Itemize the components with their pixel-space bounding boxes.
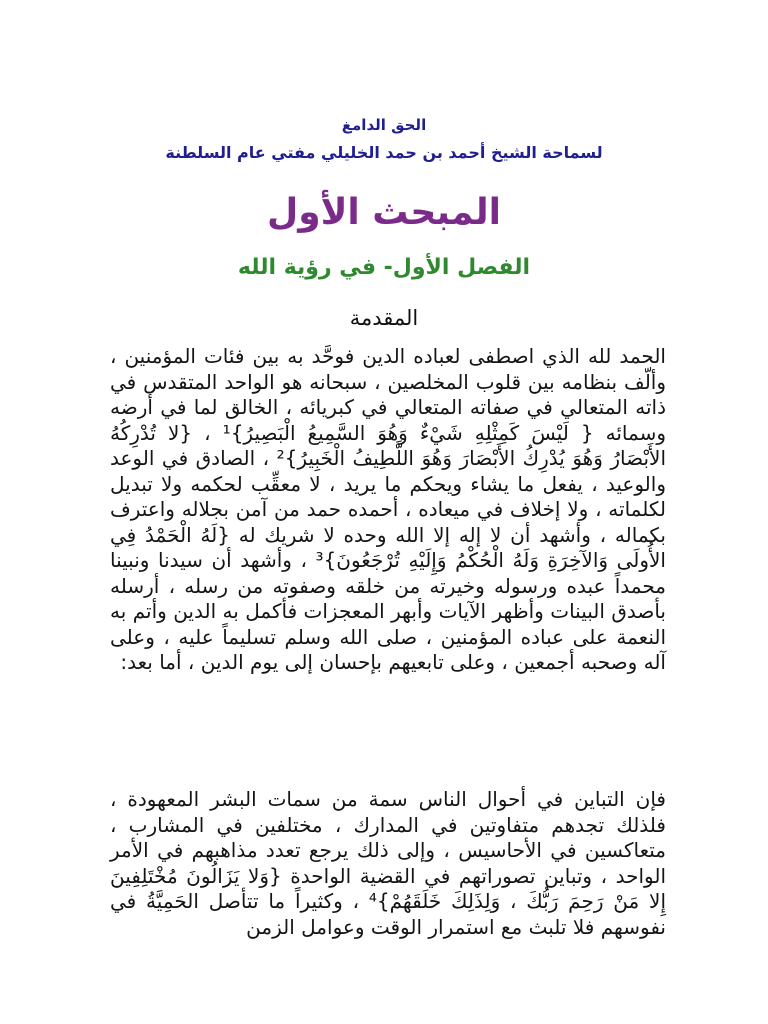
section-title: المبحث الأول	[266, 192, 502, 233]
book-title: الحق الدامغ	[341, 116, 427, 134]
intro-paragraph-2: فإن التباين في أحوال الناس سمة من سمات البشر المعهودة ، فلذلك تجدهم متفاوتين في المدارك ، مختلفين في المشارب ، متعاكسين في الأحاسيس ، وإلى ذلك يرجع تعدد مذاهبهم في الأمر الواحد ، وتباين تصوراتهم في القضية الواحدة {وَلا يَزَالُونَ مُخْتَلِفِينَ إِلا مَنْ رَحِمَ رَبُّكَ ، وَلِذَلِكَ خَلَقَهُمْ}⁴ ، وكثيراً ما تتأصل الحَمِيَّةُ في نفوسهم فلا تلبث مع استمرار الوقت وعوامل الزمن	[110, 787, 666, 939]
intro-paragraph-1: الحمد لله الذي اصطفى لعباده الدين فوحَّد به بين فئات المؤمنين ، وألّف بنظامه بين قلوب المخلصين ، سبحانه هو الواحد المتقدس في ذاته المتعالي في صفاته المتعالي في كبريائه ، الخالق لما في أرضه وسمائه { لَيْسَ كَمِثْلِهِ شَيْءٌ وَهُوَ السَّمِيعُ الْبَصِيرُ}¹ ، {لا تُدْرِكُهُ الأَبْصَارُ وَهُوَ يُدْرِكُ الأَبْصَارَ وَهُوَ اللَّطِيفُ الْخَبِيرُ}² ، الصادق في الوعد والوعيد ، يفعل ما يشاء ويحكم ما يريد ، لا معقِّب لحكمه ولا تبديل لكلماته ، ولا إخلاف في ميعاده ، أحمده حمد من آمن بجلاله واعترف بكماله ، وأشهد أن لا إله إلا الله وحده لا شريك له {لَهُ الْحَمْدُ فِي الأُولَى وَالآخِرَةِ وَلَهُ الْحُكْمُ وَإِلَيْهِ تُرْجَعُونَ}³ ، وأشهد أن سيدنا ونبينا محمداً عبده ورسوله وخيرته من خلقه وصفوته من رسله ، أرسله بأصدق البينات وأظهر الآيات وأبهر المعجزات فأكمل به الدين وأتم به النعمة على عباده المؤمنين ، صلى الله وسلم تسليماً عليه ، وعلى آله وصحبه أجمعين ، وعلى تابعيهم بإحسان إلى يوم الدين ، أما بعد:	[110, 344, 667, 674]
author-line: لسماحة الشيخ أحمد بن حمد الخليلي مفتي عام السلطنة	[165, 143, 603, 162]
intro-heading: المقدمة	[349, 306, 419, 330]
chapter-title: الفصل الأول- في رؤية الله	[237, 255, 531, 280]
